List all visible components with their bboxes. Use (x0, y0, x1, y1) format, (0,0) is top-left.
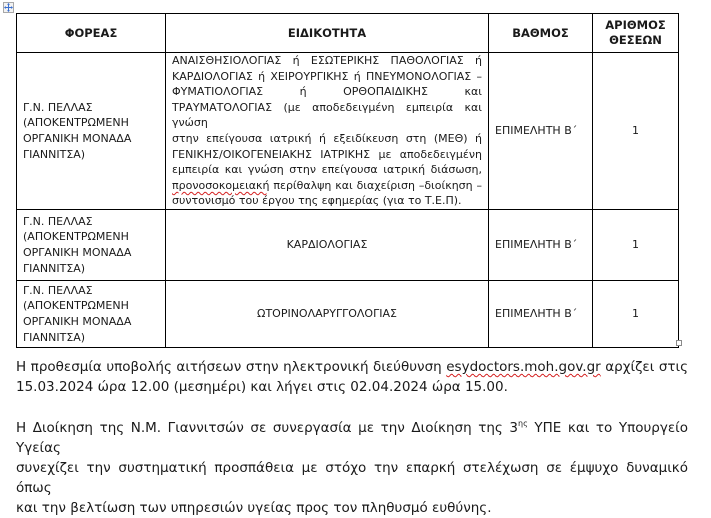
org-line: ΟΡΓΑΝΙΚΗ ΜΟΝΑΔΑ (23, 245, 132, 259)
table-row (17, 209, 679, 280)
paragraph-text: αρχίζει στις (600, 359, 688, 375)
paragraph-line: 15.03.2024 ώρα 12.00 (μεσημέρι) και λήγει στις 02.04.2024 ώρα 15.00. (16, 379, 508, 395)
table-move-handle[interactable] (3, 2, 14, 13)
specialty-line: ΑΝΑΙΣΘΗΣΙΟΛΟΓΙΑΣ ή ΕΣΩΤΕΡΙΚΗΣ ΠΑΘΟΛΟΓΙΑΣ ή (172, 54, 482, 67)
org-line: ΟΡΓΑΝΙΚΗ ΜΟΝΑΔΑ (23, 131, 132, 145)
specialty-line: ΦΥΜΑΤΙΟΛΟΓΙΑΣ ή ΟΡΘΟΠΑΙΔΙΚΗΣ και (172, 85, 482, 99)
org-line: (ΑΠΟΚΕΝΤΡΩΜΕΝΗ (23, 230, 129, 244)
table-resize-handle[interactable] (676, 340, 682, 346)
specialty-cell: ΩΤΟΡΙΝΟΛΑΡΥΓΓΟΛΟΓΙΑΣ (166, 280, 489, 347)
specialty-line: συντονισμό του έργου της εφημερίας (για το Τ.Ε.Π). (172, 194, 462, 208)
paragraph-line (16, 418, 688, 458)
specialty-line: ΤΡΑΥΜΑΤΟΛΟΓΙΑΣ (με αποδεδειγμένη εμπειρία και γνώση (172, 100, 482, 130)
positions-cell: 1 (593, 209, 679, 280)
org-line: (ΑΠΟΚΕΝΤΡΩΜΕΝΗ (23, 116, 129, 130)
table-row (17, 53, 679, 210)
org-line: (ΑΠΟΚΕΝΤΡΩΜΕΝΗ (23, 299, 129, 313)
header-positions (593, 14, 679, 53)
header-positions-line1: ΑΡΙΘΜΟΣ (605, 18, 666, 32)
paragraph-text: Η Διοίκηση της Ν.Μ. Γιαννιτσών σε συνεργασία με την Διοίκηση της 3 (16, 420, 519, 436)
specialty-line: ΓΕΝΙΚΗΣ/ΟΙΚΟΓΕΝΕΙΑΚΗΣ ΙΑΤΡΙΚΗΣ με αποδεδειγμένη (172, 147, 482, 161)
header-specialty: ΕΙΔΙΚΟΤΗΤΑ (166, 14, 489, 53)
administration-paragraph (16, 418, 688, 518)
specialty-line-text: περίθαλψη και διαχείριση –διοίκηση – (269, 178, 482, 192)
organization-cell (17, 280, 166, 347)
org-line: ΟΡΓΑΝΙΚΗ ΜΟΝΑΔΑ (23, 314, 132, 328)
positions-table (16, 13, 679, 348)
header-positions-line2: ΘΕΣΕΩΝ (609, 33, 662, 47)
table-header-row (17, 14, 679, 53)
table-row (17, 280, 679, 347)
organization-cell (17, 209, 166, 280)
org-line: Γ.Ν. ΠΕΛΛΑΣ (23, 283, 93, 297)
positions-cell: 1 (593, 280, 679, 347)
paragraph-line (16, 357, 688, 377)
specialty-line: εμπειρία και γνώση στην επείγουσα ιατρική διάσωση, (172, 163, 482, 177)
specialty-cell: ΚΑΡΔΙΟΛΟΓΙΑΣ (166, 209, 489, 280)
paragraph-line: και την βελτίωση των υπηρεσιών υγείας προς τον πληθυσμό ευθύνης. (16, 500, 492, 516)
specialty-line: ΚΑΡΔΙΟΛΟΓΙΑΣ ή ΧΕΙΡΟΥΡΓΙΚΗΣ ή ΠΝΕΥΜΟΝΟΛΟΓΙΑΣ – (172, 69, 482, 83)
misspelled-word[interactable]: προνοσοκομειακή (172, 178, 270, 192)
grade-cell: ΕΠΙΜΕΛΗΤΗ Β΄ (489, 53, 593, 210)
organization-cell (17, 53, 166, 210)
org-line: ΓΙΑΝΝΙΤΣΑ) (23, 261, 86, 275)
paragraph-text: Η προθεσμία υποβολής αιτήσεων στην ηλεκτρονική διεύθυνση (16, 359, 447, 375)
ordinal-superscript: ης (518, 419, 528, 428)
specialty-line: στην επείγουσα ιατρική ή εξειδίκευση στη (ΜΕΘ) ή (172, 131, 482, 145)
website-link[interactable]: esydoctors.moh.gov.gr (446, 359, 601, 375)
specialty-line (172, 178, 482, 194)
deadline-paragraph (16, 357, 688, 397)
org-line: Γ.Ν. ΠΕΛΛΑΣ (23, 100, 93, 114)
specialty-cell (166, 53, 489, 210)
grade-cell: ΕΠΙΜΕΛΗΤΗ Β΄ (489, 209, 593, 280)
paragraph-text: ΥΠΕ και το Υπουργείο Υγείας (16, 420, 688, 456)
org-line: ΓΙΑΝΝΙΤΣΑ) (23, 330, 86, 344)
move-arrows-icon (4, 3, 13, 12)
paragraph-line: συνεχίζει την συστηματική προσπάθεια με στόχο την επαρκή στελέχωση σε έμψυχο δυναμικό όπως (16, 460, 688, 496)
org-line: Γ.Ν. ΠΕΛΛΑΣ (23, 214, 93, 228)
positions-cell: 1 (593, 53, 679, 210)
header-organization: ΦΟΡΕΑΣ (17, 14, 166, 53)
org-line: ΓΙΑΝΝΙΤΣΑ) (23, 147, 86, 161)
header-grade: ΒΑΘΜΟΣ (489, 14, 593, 53)
grade-cell: ΕΠΙΜΕΛΗΤΗ Β΄ (489, 280, 593, 347)
